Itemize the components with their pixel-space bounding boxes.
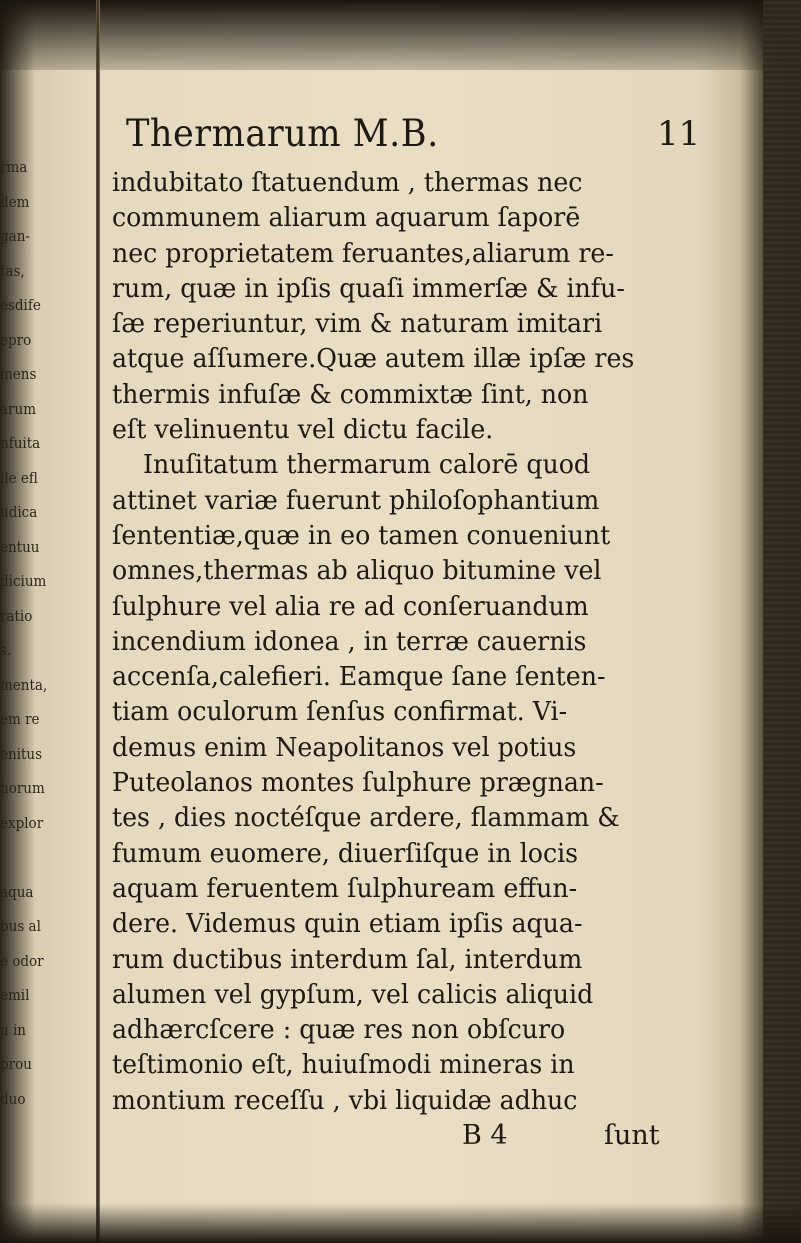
previous-page-fragment: s. xyxy=(0,641,12,659)
text-line: thermis infuſæ & commixtæ ſint, non xyxy=(112,379,589,410)
page-stack-edge xyxy=(763,0,801,1243)
page-number: 11 xyxy=(657,114,701,154)
text-line: attinet variæ fuerunt philoſophantium xyxy=(112,485,600,516)
previous-page-fragment xyxy=(0,840,86,875)
text-line: ſententiæ,quæ in eo tamen conueniunt xyxy=(112,520,611,551)
previous-page-fragment: enitus xyxy=(0,744,43,763)
text-line: demus enim Neapolitanos vel potius xyxy=(112,732,577,763)
previous-page-fragment: em re xyxy=(0,710,40,728)
text-line: indubitato ſtatuendum , thermas nec xyxy=(112,168,583,198)
text-line: ſulphure vel alia re ad conſeruandum xyxy=(112,591,589,622)
book-page xyxy=(112,110,772,1152)
previous-page-fragment: u in xyxy=(0,1020,27,1039)
previous-page-fragment: explor xyxy=(0,813,44,832)
previous-page-fragment: dicium xyxy=(0,572,47,590)
previous-page-fragment: esdife xyxy=(0,296,41,314)
previous-page-fragment: ratio xyxy=(0,606,33,625)
previous-page-fragment: e odor xyxy=(0,951,44,970)
running-title: Thermarum M.B. xyxy=(126,112,439,155)
text-line: Inuſitatum thermarum calorē quod xyxy=(143,450,591,481)
previous-page-fragment: aqua xyxy=(0,882,34,901)
signature-mark: B 4 xyxy=(462,1120,508,1152)
previous-page-fragment: nfuita xyxy=(0,434,41,452)
previous-page-fragment: duo xyxy=(0,1089,26,1108)
text-line: rum ductibus interdum ſal, interdum xyxy=(112,944,583,975)
text-line: accenſa,calefieri. Eamque ſane ſenten- xyxy=(112,662,606,693)
previous-page-edge xyxy=(0,150,95,1110)
text-line: adhærcſcere : quæ res non obſcuro xyxy=(112,1015,566,1046)
previous-page-fragment: menta, xyxy=(0,675,48,694)
text-line: incendium idonea , in terræ cauernis xyxy=(112,626,587,657)
text-line: teſtimonio eſt, huiuſmodi mineras in xyxy=(112,1050,575,1081)
text-line: aquam feruentem ſulphuream effun- xyxy=(112,873,578,904)
text-line: tes , dies noctéſque ardere, flammam & xyxy=(112,803,620,834)
text-line: alumen vel gypſum, vel calicis aliquid xyxy=(112,979,594,1010)
text-line: communem aliarum aquarum ſaporē xyxy=(112,203,581,234)
text-line: dere. Videmus quin etiam ipſis aqua- xyxy=(112,909,583,940)
text-line: eſt velinuentu vel dictu facile. xyxy=(112,415,494,446)
previous-page-fragment: arum xyxy=(0,399,36,418)
previous-page-fragment: horum xyxy=(0,779,45,797)
text-line: Puteolanos montes ſulphure prægnan- xyxy=(112,768,604,799)
previous-page-fragment: ile efl xyxy=(0,468,38,487)
previous-page-fragment: epro xyxy=(0,330,32,349)
previous-page-fragment: dem xyxy=(0,192,30,211)
body-text xyxy=(112,166,772,1119)
previous-page-fragment: rma xyxy=(0,158,28,176)
signature-line xyxy=(112,1120,772,1156)
previous-page-fragment: entuu xyxy=(0,537,40,556)
previous-page-fragment: tas, xyxy=(0,261,25,280)
previous-page-fragment: mens xyxy=(0,365,37,383)
text-line: atque aſſumere.Quæ autem illæ ipſæ res xyxy=(112,344,635,375)
text-line: fumum euomere, diuerſiſque in locis xyxy=(112,838,579,869)
catchword: ſunt xyxy=(604,1120,660,1152)
previous-page-fragment: gan- xyxy=(0,227,30,245)
text-line: omnes,thermas ab aliquo bitumine vel xyxy=(112,556,602,587)
text-line: tiam oculorum ſenſus confirmat. Vi- xyxy=(112,697,568,728)
text-line: ſæ reperiuntur, vim & naturam imitari xyxy=(112,309,603,340)
text-line: montium receſſu , vbi liquidæ adhuc xyxy=(112,1085,578,1116)
page-header xyxy=(112,110,772,166)
previous-page-fragment: bus al xyxy=(0,917,41,935)
text-line: nec proprietatem feruantes,aliarum re- xyxy=(112,238,614,269)
text-line: rum, quæ in ipſis quaſi immerſæ & infu- xyxy=(112,273,625,304)
previous-page-fragment: udica xyxy=(0,503,38,521)
previous-page-fragment: emil xyxy=(0,986,30,1004)
previous-page-fragment: prou xyxy=(0,1055,32,1073)
book-gutter xyxy=(96,0,100,1243)
